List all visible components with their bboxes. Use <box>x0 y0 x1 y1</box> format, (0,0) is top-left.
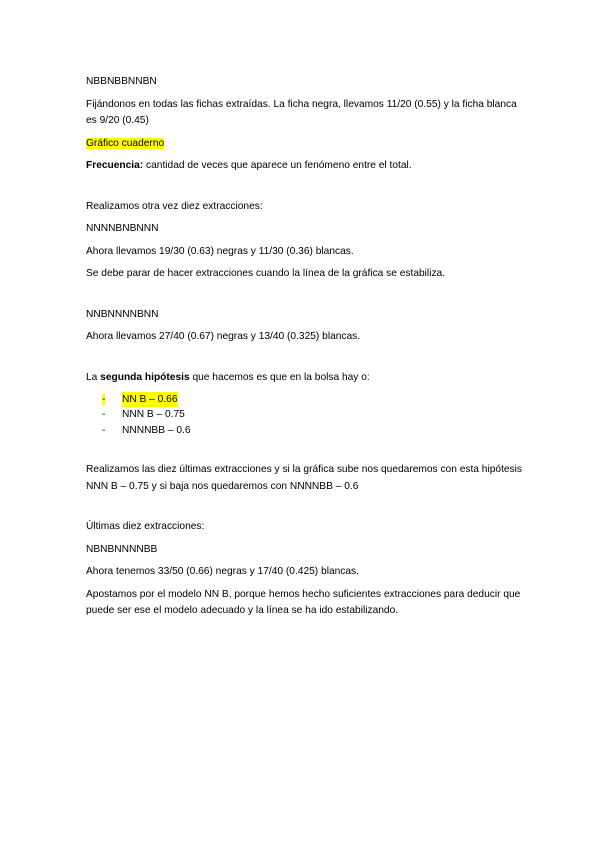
paragraph-frecuencia <box>86 158 526 175</box>
paragraph-results-30: Ahora llevamos 19/30 (0.63) negras y 11/30 (0.36) blancas. <box>86 245 354 257</box>
paragraph-ultimas-extracciones: Realizamos las diez últimas extracciones y si la gráfica sube nos quedaremos con esta hipótesis NNN B – 0.75 y si baja nos quedaremos con NNNNBB – 0.6 <box>86 464 523 492</box>
sequence-3: NNBNNNNBNN <box>86 308 159 320</box>
hypothesis-list <box>86 392 526 438</box>
sequence-4: NBNBNNNNBB <box>86 543 158 555</box>
paragraph-first-results: Fijándonos en todas las fichas extraídas. La ficha negra, llevamos 11/20 (0.55) y la ficha blanca es 9/20 (0.45) <box>86 98 517 127</box>
term-frecuencia: Frecuencia: <box>86 160 144 172</box>
paragraph-conclusion: Apostamos por el modelo NN B, porque hemos hecho suficientes extracciones para deducir que puede ser ese el modelo adecuado y la línea se ha ido estabilizando. <box>86 588 521 617</box>
paragraph-results-50: Ahora tenemos 33/50 (0.66) negras y 17/40 (0.425) blancas. <box>86 566 359 578</box>
list-item-text: NNNNBB – 0.6 <box>122 424 191 436</box>
term-segunda-hipotesis: segunda hipótesis <box>100 371 190 383</box>
sequence-2: NNNNBNBNNN <box>86 223 159 235</box>
paragraph-segunda-hipotesis: La segunda hipótesis que hacemos es que en la bolsa hay o: <box>86 371 370 383</box>
bullet-dash: - <box>102 394 106 406</box>
list-item <box>86 423 526 438</box>
bullet-dash: - <box>102 424 106 436</box>
bullet-dash: - <box>102 409 106 421</box>
list-item-text: NN B – 0.66 <box>122 392 178 407</box>
definition-text: cantidad de veces que aparece un fenómeno entre el total. <box>143 160 412 172</box>
paragraph-grafico-cuaderno <box>86 136 526 153</box>
paragraph-otra-vez: Realizamos otra vez diez extracciones: <box>86 200 263 212</box>
paragraph-ultimas-diez: Últimas diez extracciones: <box>86 521 205 533</box>
list-item <box>86 392 526 407</box>
sequence-1: NBBNBBNNBN <box>86 76 157 87</box>
list-item-text: NNN B – 0.75 <box>122 409 185 421</box>
list-item <box>86 407 526 422</box>
paragraph-stop-rule: Se debe parar de hacer extracciones cuando la línea de la gráfica se estabiliza. <box>86 268 446 280</box>
paragraph-results-40: Ahora llevamos 27/40 (0.67) negras y 13/40 (0.325) blancas. <box>86 331 361 343</box>
document-body <box>86 74 526 626</box>
highlighted-text: Gráfico cuaderno <box>86 137 165 149</box>
